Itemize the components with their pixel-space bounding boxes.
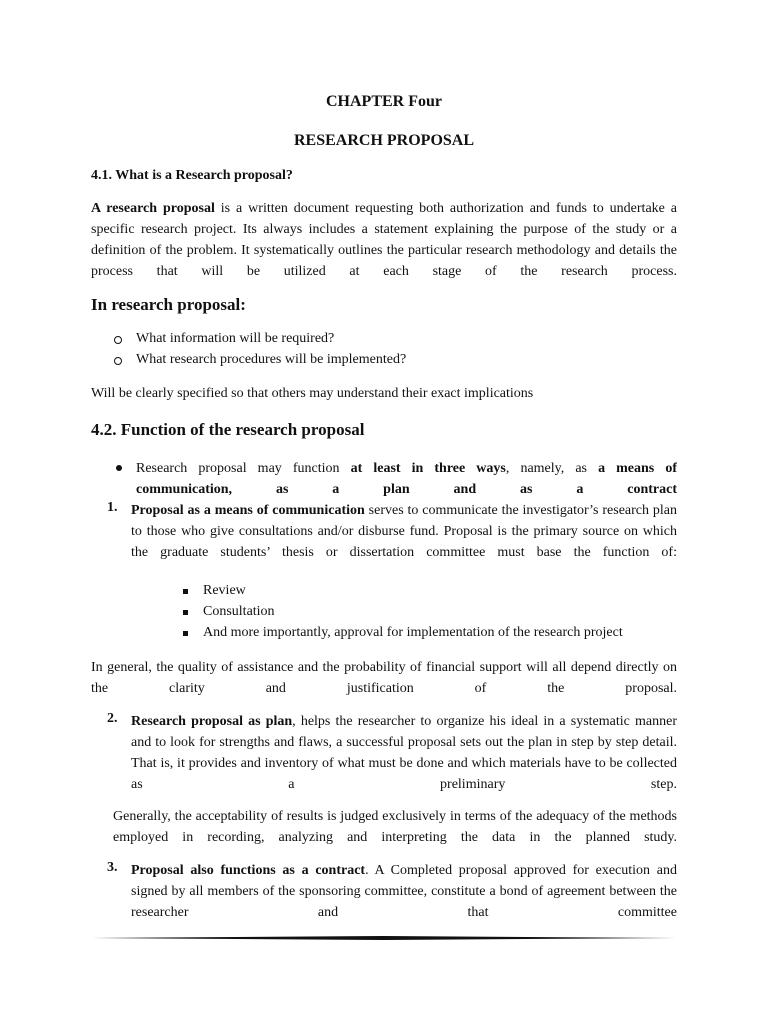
- item-1-paragraph: [131, 500, 677, 584]
- footer-divider: [92, 936, 677, 940]
- proposal-title: RESEARCH PROPOSAL: [293, 132, 475, 149]
- chapter-title: CHAPTER Four: [326, 93, 442, 110]
- in-research-summary: Will be clearly specified so that others may understand their exact implications: [91, 386, 534, 401]
- bullet-pre: Research proposal may function: [136, 461, 340, 476]
- circle-bullet-icon: [114, 336, 122, 344]
- definition-text: is a written document requesting both authorization and funds to undertake a specific research project. Its always includes a statement explaining the purpose of the study or a definition of the problem. It systematically outlines the particular research methodology and details the process that will be utilized at each stage of the research process.: [91, 201, 677, 279]
- definition-term: A research proposal: [91, 201, 215, 216]
- item-1-subitem: Review: [203, 583, 246, 598]
- item-1-subitem: Consultation: [203, 604, 275, 619]
- item-2-text: , helps the researcher to organize his ideal in a systematic manner and to look for strengths and flaws, a successful proposal sets out the plan in step by step detail. That is, it provides and inventory of what must be done and which materials have to be collected as a preliminary step.: [131, 714, 677, 792]
- square-bullet-icon: [183, 589, 188, 594]
- in-research-item: What research procedures will be implemented?: [136, 352, 407, 367]
- general-paragraph-2: Generally, the acceptability of results is judged exclusively in terms of the adequacy of the methods employed in recording, analyzing and interpreting the data in the planned study.: [113, 809, 677, 845]
- circle-bullet-icon: [114, 357, 122, 365]
- item-2-bold: Research proposal as plan: [131, 714, 293, 729]
- item-3-number: 3.: [107, 860, 118, 875]
- in-research-heading: In research proposal:: [91, 295, 246, 314]
- item-3-text: . A Completed proposal approved for execution and signed by all members of the sponsoring committee, constitute a bond of agreement between the researcher and that committee: [131, 863, 677, 920]
- section-4-2-heading: 4.2. Function of the research proposal: [91, 420, 365, 439]
- section-4-1-heading: 4.1. What is a Research proposal?: [91, 168, 293, 183]
- item-3-bold: Proposal also functions as a contract: [131, 863, 366, 878]
- disc-bullet-icon: [116, 465, 122, 471]
- square-bullet-icon: [183, 631, 188, 636]
- bullet-mid: , namely, as: [505, 461, 587, 476]
- research-proposal-definition: [91, 198, 677, 282]
- item-2-number: 2.: [107, 711, 118, 726]
- in-research-item: What information will be required?: [136, 331, 335, 346]
- bullet-bold-means: a means of communication, as a plan and as a contract: [136, 461, 677, 497]
- item-2-paragraph: [131, 711, 677, 795]
- function-bullet: [136, 458, 677, 500]
- item-1-subitem: And more importantly, approval for implementation of the research project: [203, 625, 623, 640]
- item-1-number: 1.: [107, 500, 118, 515]
- general-paragraph-1: In general, the quality of assistance and the probability of financial support will all depend directly on the clarity and justification of the proposal.: [91, 660, 677, 696]
- item-3-paragraph: [131, 860, 677, 923]
- item-1-text: serves to communicate the investigator’s research plan to those who give consultations and/or disburse fund. Proposal is the primary source on which the graduate students’ thesis or dissertation committee must base the function of:: [131, 503, 677, 560]
- bullet-bold-ways: at least in three ways: [350, 461, 506, 476]
- square-bullet-icon: [183, 610, 188, 615]
- item-1-bold: Proposal as a means of communication: [131, 503, 365, 518]
